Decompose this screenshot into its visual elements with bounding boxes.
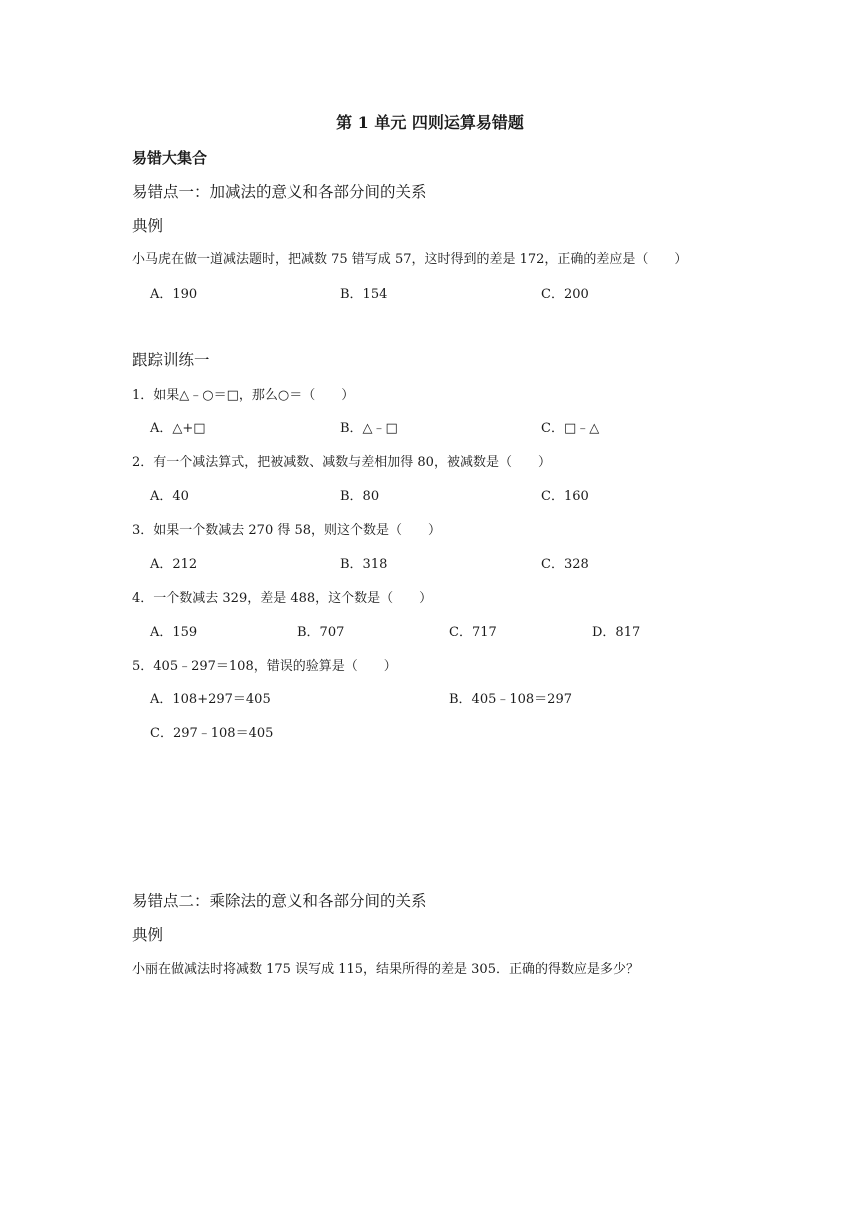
training1-heading: 跟踪训练一 bbox=[132, 351, 210, 369]
option-c: C．160 bbox=[541, 489, 589, 504]
section-header: 易错大集合 bbox=[132, 149, 208, 167]
question-4: 4．一个数减去 329，差是 488，这个数是（ ） bbox=[132, 591, 433, 606]
option-c: C．717 bbox=[449, 625, 497, 640]
point1-example-label: 典例 bbox=[132, 217, 164, 235]
point2-example-question: 小丽在做减法时将减数 175 误写成 115，结果所得的差是 305．正确的得数应是多少？ bbox=[132, 962, 639, 977]
option-b: B．405﹣108＝297 bbox=[449, 692, 572, 707]
option-c: C．297﹣108＝405 bbox=[150, 726, 274, 741]
option-d: D．817 bbox=[592, 625, 641, 640]
option-c: C．□﹣△ bbox=[541, 421, 600, 436]
option-c: C．200 bbox=[541, 287, 589, 302]
question-3: 3．如果一个数减去 270 得 58，则这个数是（ ） bbox=[132, 523, 442, 538]
question-5: 5．405﹣297＝108，错误的验算是（ ） bbox=[132, 659, 397, 674]
option-a: A．40 bbox=[150, 489, 189, 504]
option-a: A．159 bbox=[150, 625, 198, 640]
option-b: B．80 bbox=[340, 489, 380, 504]
option-c: C．328 bbox=[541, 557, 589, 572]
point1-heading: 易错点一：加减法的意义和各部分间的关系 bbox=[132, 183, 427, 201]
option-b: B．△﹣□ bbox=[340, 421, 398, 436]
option-a: A．108+297＝405 bbox=[150, 692, 271, 707]
point2-heading: 易错点二：乘除法的意义和各部分间的关系 bbox=[132, 892, 427, 910]
question-1: 1．如果△﹣○＝□，那么○＝（ ） bbox=[132, 388, 355, 403]
page-title: 第 1 单元 四则运算易错题 bbox=[336, 113, 524, 132]
question-2: 2．有一个减法算式，把被减数、减数与差相加得 80，被减数是（ ） bbox=[132, 455, 551, 470]
point1-example-question: 小马虎在做一道减法题时，把减数 75 错写成 57，这时得到的差是 172，正确的差应是（ ） bbox=[132, 252, 688, 267]
option-b: B．154 bbox=[340, 287, 388, 302]
option-a: A．212 bbox=[150, 557, 198, 572]
option-b: B．707 bbox=[297, 625, 345, 640]
option-a: A．190 bbox=[150, 287, 198, 302]
option-b: B．318 bbox=[340, 557, 388, 572]
point2-example-label: 典例 bbox=[132, 926, 164, 944]
option-a: A．△+□ bbox=[150, 421, 206, 436]
